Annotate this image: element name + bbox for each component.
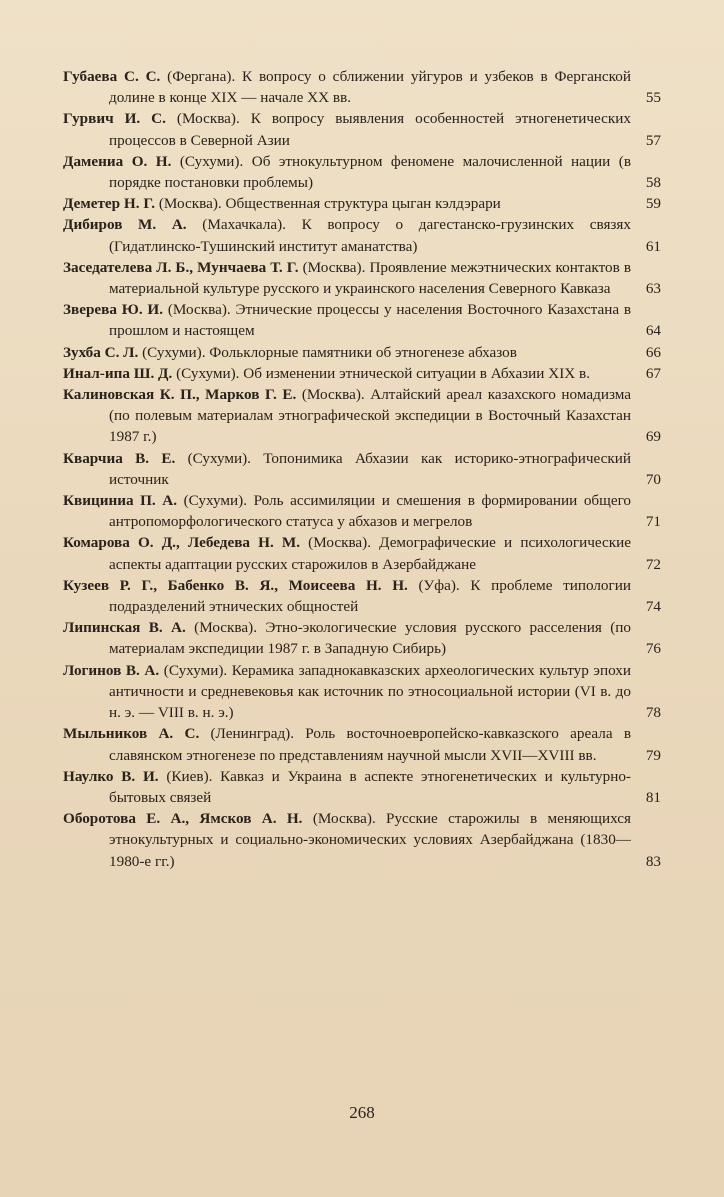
toc-entry (63, 257, 661, 299)
toc-entry-body (63, 766, 661, 808)
toc-entry-page: 57 (645, 131, 661, 149)
toc-entry-authors: Комарова О. Д., Лебедева Н. М. (63, 534, 301, 552)
toc-entry-title: (Москва). К вопросу выявления особенностей этногенетических процессов в Северной Азии (109, 110, 632, 149)
toc-entry-title: (Сухуми). Керамика западнокавказских археологических культур эпохи античности и средневековья как источник по этносоциальной истории (VI в. до н. э. — VIII в. н. э.) (109, 661, 632, 722)
toc-entry-body (63, 151, 661, 193)
toc-entry-title: (Ленинград). Роль восточноевропейско-кавказского ареала в славянском этногенезе по представлениям научной мысли XVII—XVIII вв. (109, 725, 632, 764)
toc-entry-body (63, 660, 661, 724)
toc-entry-title: (Фергана). К вопросу о сближении уйгуров и узбеков в Ферганской долине в конце XIX — начале XX вв. (109, 68, 632, 107)
toc-entry-title: (Москва). Русские старожилы в меняющихся этнокультурных и социально-экономических условиях Азербайджана (1830—1980-е гг.) (109, 810, 631, 870)
toc-entry (63, 108, 661, 150)
toc-entry-page: 76 (645, 640, 661, 658)
toc-entry (63, 193, 661, 214)
toc-entry-page: 79 (645, 746, 661, 764)
toc-entry-body (63, 448, 661, 490)
toc-entry-title: (Уфа). К проблеме типологии подразделений этнических общностей (109, 576, 632, 616)
toc-entry-authors: Инал-ипа Ш. Д. (63, 364, 173, 382)
toc-entry-authors: Оборотова Е. А., Ямсков А. Н. (63, 810, 303, 828)
toc-entry-title: (Москва). Этно-экологические условия русского расселения (по материалам экспедиции 1987 г. в Западную Сибирь) (109, 619, 631, 658)
toc-entry (63, 575, 661, 617)
toc-entry-authors: Гурвич И. С. (63, 110, 166, 128)
toc-entry (63, 342, 661, 363)
toc-entry-page: 78 (645, 704, 661, 722)
toc-entry-authors: Наулко В. И. (63, 767, 159, 785)
toc-entry-authors: Деметер Н. Г. (63, 195, 156, 213)
toc-entry-page: 63 (645, 280, 661, 298)
toc-entry-authors: Липинская В. А. (63, 619, 186, 637)
toc-entry (63, 808, 661, 872)
toc-entry-page: 81 (645, 788, 661, 806)
toc-entry (63, 66, 661, 108)
toc-entry-authors: Квициниа П. А. (63, 492, 178, 510)
toc-entry (63, 384, 661, 448)
toc-entry-title: (Москва). Проявление межэтнических контактов в материальной культуре русского и украинского населения Северного Кавказа (109, 258, 632, 298)
toc-entry (63, 448, 661, 490)
toc-entry-body (63, 66, 661, 108)
toc-entry-body (63, 342, 661, 363)
toc-entry-body (63, 193, 661, 214)
toc-entry-title: (Москва). Общественная структура цыган кэлдэрари (158, 195, 501, 213)
toc-entry-page: 66 (645, 343, 661, 361)
toc-entry-page: 72 (645, 555, 661, 573)
toc-entry (63, 299, 661, 341)
toc-entry-authors: Дамениа О. Н. (63, 152, 172, 170)
toc-entry-authors: Мыльников А. С. (63, 725, 200, 743)
page-number: 268 (349, 1103, 375, 1122)
toc-entry (63, 151, 661, 193)
toc-entry-title: (Сухуми). Об этнокультурном феномене малочисленной нации (в порядке постановки проблемы) (109, 152, 631, 192)
toc-entry-body (63, 363, 661, 384)
toc-entry-title: (Москва). Демографические и психологические аспекты адаптации русских старожилов в Азербайджане (109, 534, 631, 573)
toc-entry-page: 64 (645, 322, 661, 340)
toc-entry-page: 74 (645, 598, 661, 616)
toc-entry (63, 363, 661, 384)
toc-entry-page: 55 (645, 89, 661, 107)
toc-entry-authors: Калиновская К. П., Марков Г. Е. (63, 386, 297, 404)
toc-entry-page: 71 (645, 513, 661, 531)
toc-entry-body (63, 808, 661, 872)
toc-entry-authors: Дибиров М. А. (63, 216, 187, 234)
toc-entry-authors: Кварчиа В. Е. (63, 449, 176, 467)
toc-entry-title: (Москва). Алтайский ареал казахского номадизма (по полевым материалам этнографической экспедиции в Восточный Казахстан 1987 г.) (109, 386, 631, 446)
table-of-contents (63, 66, 661, 872)
toc-entry-authors: Зухба С. Л. (63, 343, 139, 361)
toc-entry-title: (Сухуми). Об изменении этнической ситуации в Абхазии XIX в. (176, 364, 590, 382)
toc-entry-title: (Москва). Этнические процессы у населения Восточного Казахстана в прошлом и настоящем (109, 301, 632, 340)
toc-entry (63, 617, 661, 659)
toc-entry-body (63, 723, 661, 765)
toc-entry-authors: Заседателева Л. Б., Мунчаева Т. Г. (63, 258, 299, 276)
toc-entry (63, 214, 661, 256)
toc-entry-page: 61 (645, 237, 661, 255)
toc-entry-title: (Махачкала). К вопросу о дагестанско-грузинских связях (Гидатлинско-Тушинский институт аманатства) (109, 216, 632, 255)
toc-entry-page: 58 (645, 174, 661, 192)
toc-entry-authors: Кузеев Р. Г., Бабенко В. Я., Моисеева Н. Н. (63, 576, 408, 594)
toc-entry (63, 723, 661, 765)
toc-entry (63, 490, 661, 532)
toc-entry-page: 70 (645, 470, 661, 488)
toc-entry-authors: Логинов В. А. (63, 661, 160, 679)
toc-entry-title: (Сухуми). Топонимика Абхазии как историко-этнографический источник (109, 449, 631, 488)
toc-entry-body (63, 532, 661, 574)
toc-entry-title: (Сухуми). Фольклорные памятники об этногенезе абхазов (142, 343, 517, 361)
toc-entry-body (63, 299, 661, 341)
toc-entry-body (63, 257, 661, 299)
toc-entry-page: 69 (645, 428, 661, 446)
toc-entry (63, 766, 661, 808)
toc-entry-body (63, 214, 661, 256)
toc-entry-page: 59 (645, 195, 661, 213)
toc-entry-page: 67 (645, 364, 661, 382)
toc-entry-body (63, 490, 661, 532)
toc-entry-title: (Сухуми). Роль ассимиляции и смешения в формировании общего антропоморфологического статуса у абхазов и мегрелов (109, 492, 632, 531)
toc-entry-body (63, 575, 661, 617)
toc-entry-body (63, 384, 661, 448)
toc-entry (63, 532, 661, 574)
toc-entry-authors: Зверева Ю. И. (63, 301, 164, 319)
toc-entry-body (63, 617, 661, 659)
toc-entry-body (63, 108, 661, 150)
toc-entry-authors: Губаева С. С. (63, 68, 161, 85)
toc-entry-title: (Киев). Кавказ и Украина в аспекте этногенетических и культурно-бытовых связей (109, 767, 631, 806)
toc-entry (63, 660, 661, 724)
toc-entry-page: 83 (645, 852, 661, 870)
